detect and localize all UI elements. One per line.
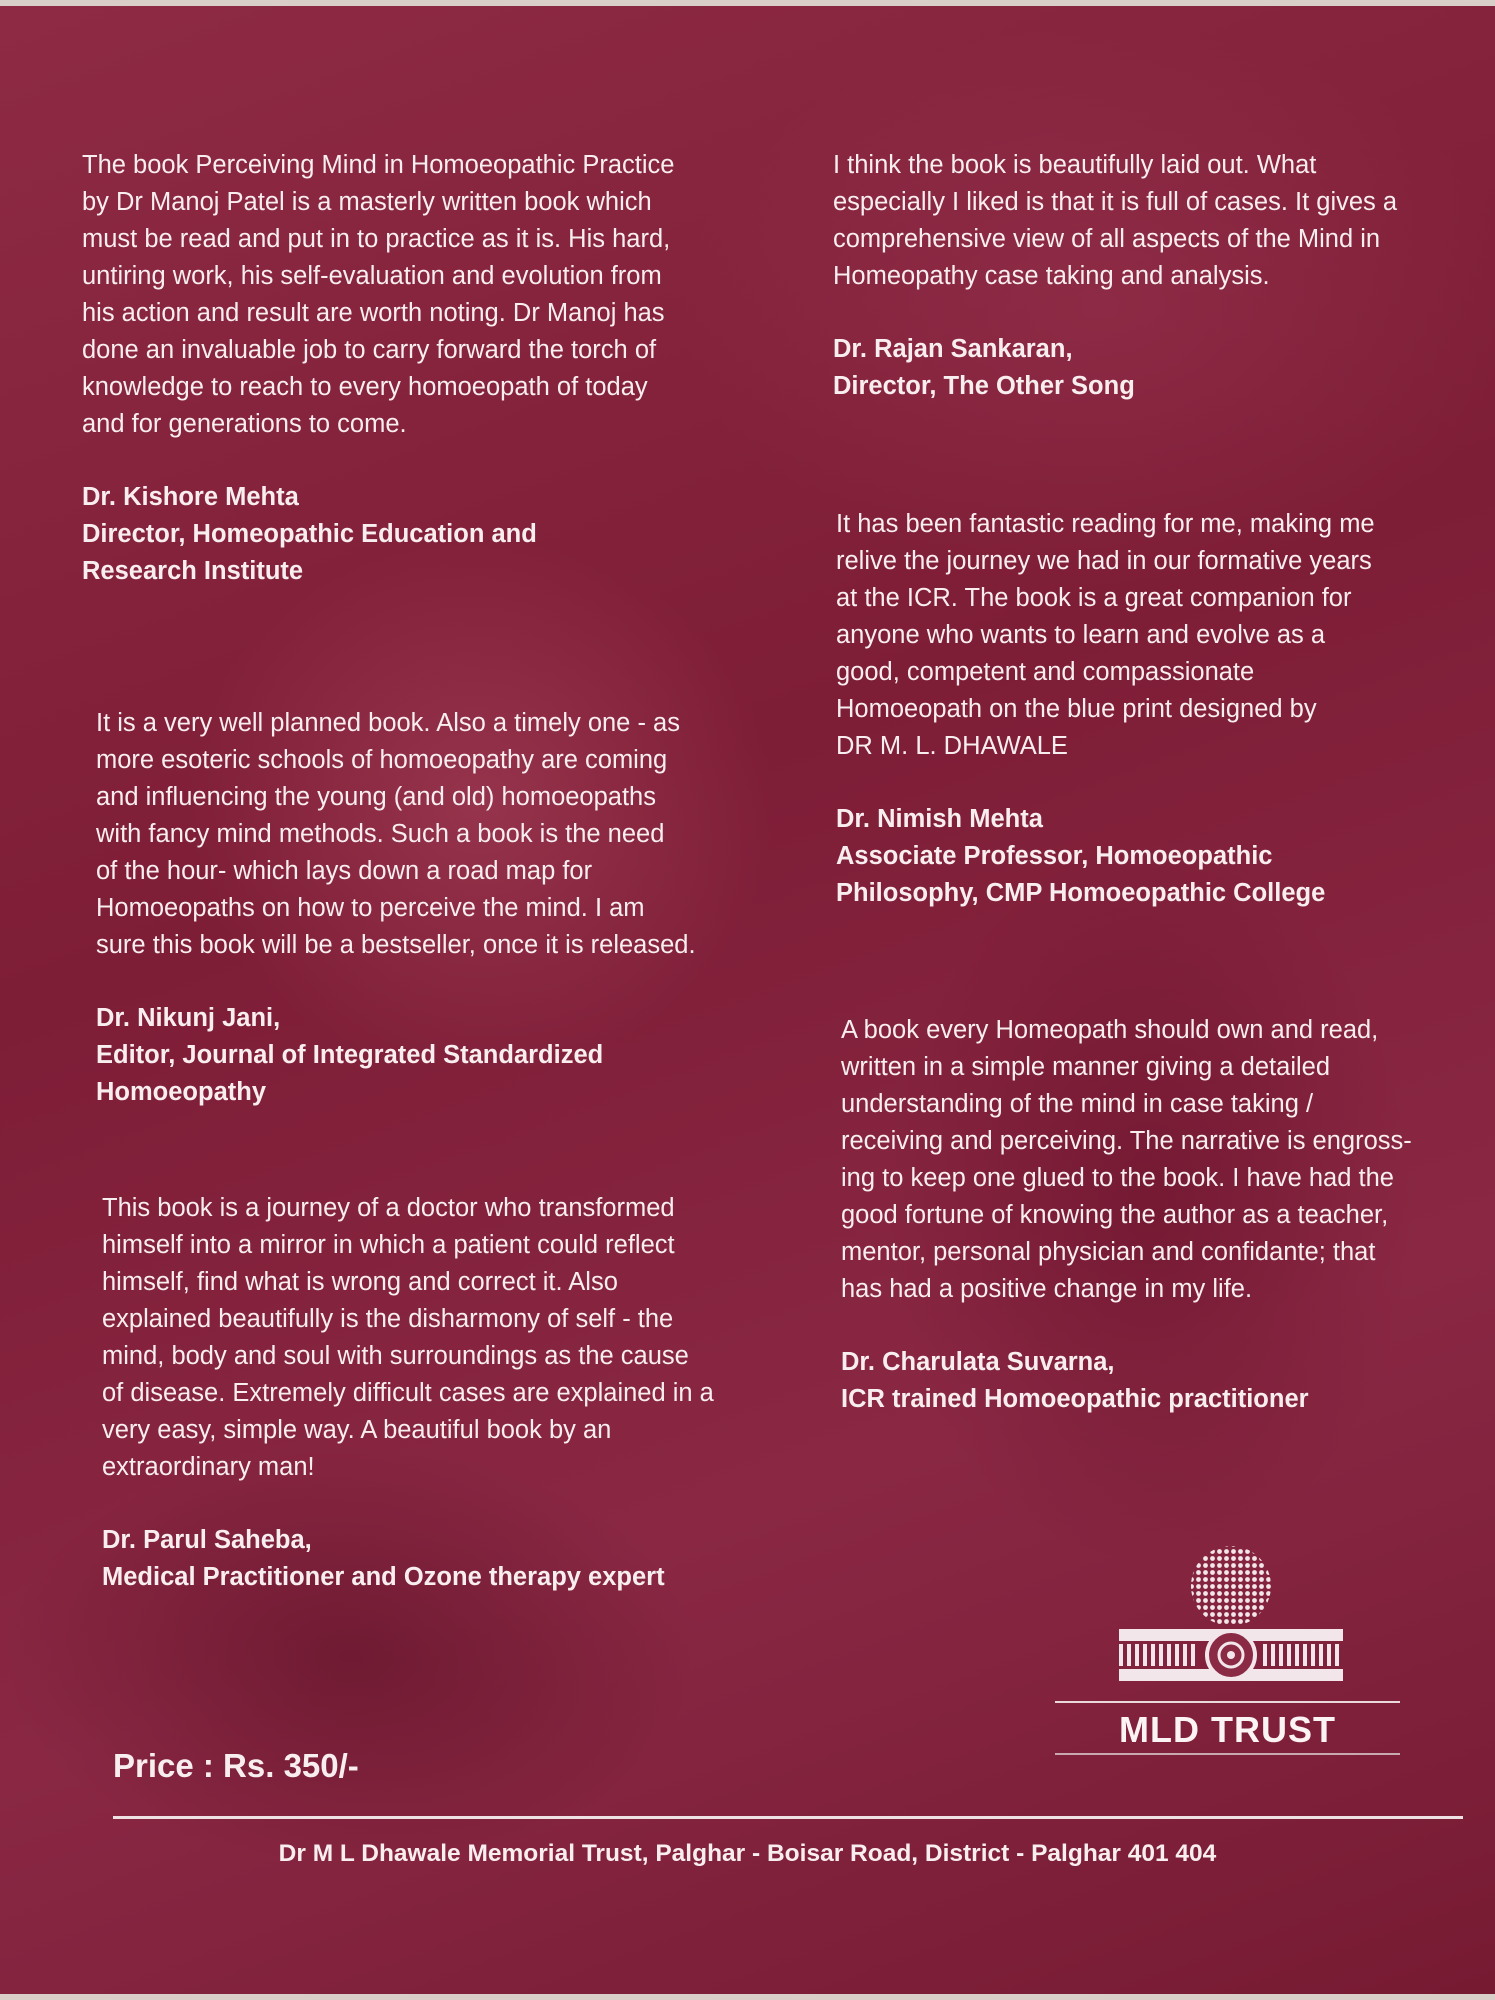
text-line: and influencing the young (and old) homoeopaths <box>96 783 656 811</box>
logo-divider <box>1055 1753 1400 1755</box>
text-line: sure this book will be a bestseller, once it is released. <box>96 931 696 959</box>
author-name: Dr. Nikunj Jani, <box>96 1004 281 1032</box>
text-line: with fancy mind methods. Such a book is the need <box>96 820 665 848</box>
text-line: understanding of the mind in case taking / <box>841 1090 1314 1118</box>
text-line: It has been fantastic reading for me, making me <box>836 510 1375 538</box>
author-title: Philosophy, CMP Homoeopathic College <box>836 879 1326 907</box>
testimonial-signature <box>836 801 1476 912</box>
text-line: done an invaluable job to carry forward the torch of <box>82 336 657 364</box>
text-line: and for generations to come. <box>82 410 407 438</box>
text-line: relive the journey we had in our formative years <box>836 547 1372 575</box>
author-title: Research Institute <box>82 557 304 585</box>
text-line: Homeopathy case taking and analysis. <box>833 262 1270 290</box>
text-line: very easy, simple way. A beautiful book by an <box>102 1416 612 1444</box>
testimonial-text <box>82 147 742 443</box>
testimonial-rajan-sankaran <box>833 147 1473 405</box>
text-line: knowledge to reach to every homoeopath of today <box>82 373 648 401</box>
text-line: A book every Homeopath should own and read, <box>841 1016 1379 1044</box>
text-line: anyone who wants to learn and evolve as a <box>836 621 1326 649</box>
testimonial-kishore-mehta <box>82 147 742 590</box>
text-line: extraordinary man! <box>102 1453 315 1481</box>
testimonial-signature <box>841 1344 1481 1418</box>
text-line: good fortune of knowing the author as a teacher, <box>841 1201 1389 1229</box>
text-line: explained beautifully is the disharmony of self - the <box>102 1305 674 1333</box>
text-line: The book Perceiving Mind in Homoeopathic Practice <box>82 151 675 179</box>
logo-divider <box>1055 1701 1400 1703</box>
author-name: Dr. Charulata Suvarna, <box>841 1348 1115 1376</box>
testimonial-charulata-suvarna <box>841 1012 1481 1418</box>
text-line: Homoeopaths on how to perceive the mind. I am <box>96 894 645 922</box>
text-line: of the hour- which lays down a road map for <box>96 857 593 885</box>
text-line: himself into a mirror in which a patient could reflect <box>102 1231 675 1259</box>
testimonial-signature <box>833 331 1473 405</box>
text-line: himself, find what is wrong and correct it. Also <box>102 1268 618 1296</box>
text-line: has had a positive change in my life. <box>841 1275 1253 1303</box>
text-line: I think the book is beautifully laid out. What <box>833 151 1317 179</box>
text-line: more esoteric schools of homoeopathy are coming <box>96 746 668 774</box>
testimonial-text <box>102 1190 782 1486</box>
text-line: must be read and put in to practice as it is. His hard, <box>82 225 671 253</box>
text-line: It is a very well planned book. Also a timely one - as <box>96 709 680 737</box>
text-line: mind, body and soul with surroundings as the cause <box>102 1342 689 1370</box>
author-name: Dr. Kishore Mehta <box>82 483 299 511</box>
text-line: This book is a journey of a doctor who transformed <box>102 1194 675 1222</box>
text-line: at the ICR. The book is a great companion for <box>836 584 1352 612</box>
author-name: Dr. Parul Saheba, <box>102 1526 312 1554</box>
text-line: his action and result are worth noting. Dr Manoj has <box>82 299 665 327</box>
text-line: by Dr Manoj Patel is a masterly written book which <box>82 188 652 216</box>
author-title: ICR trained Homoeopathic practitioner <box>841 1385 1309 1413</box>
text-line: mentor, personal physician and confidante; that <box>841 1238 1376 1266</box>
text-line: written in a simple manner giving a detailed <box>841 1053 1331 1081</box>
text-line: DR M. L. DHAWALE <box>836 732 1068 760</box>
author-title: Editor, Journal of Integrated Standardized <box>96 1041 604 1069</box>
text-line: receiving and perceiving. The narrative is engross- <box>841 1127 1412 1155</box>
testimonial-parul-saheba <box>102 1190 782 1596</box>
author-title: Homoeopathy <box>96 1078 267 1106</box>
testimonial-signature <box>96 1000 756 1111</box>
author-title: Director, The Other Song <box>833 372 1135 400</box>
mld-trust-logo <box>1055 1541 1400 1761</box>
text-line: untiring work, his self-evaluation and evolution from <box>82 262 662 290</box>
text-line: especially I liked is that it is full of cases. It gives a <box>833 188 1398 216</box>
testimonial-text <box>96 705 756 964</box>
author-title: Medical Practitioner and Ozone therapy expert <box>102 1563 665 1591</box>
testimonial-nimish-mehta <box>836 506 1476 912</box>
mld-trust-emblem-icon <box>1055 1541 1400 1701</box>
testimonial-text <box>836 506 1476 765</box>
publisher-address: Dr M L Dhawale Memorial Trust, Palghar - Boisar Road, District - Palghar 401 404 <box>278 1840 1217 1867</box>
testimonial-signature <box>82 479 742 590</box>
logo-name: MLD TRUST <box>1119 1709 1336 1750</box>
author-name: Dr. Rajan Sankaran, <box>833 335 1073 363</box>
author-name: Dr. Nimish Mehta <box>836 805 1043 833</box>
book-back-cover <box>0 6 1495 1994</box>
footer-divider <box>113 1816 1463 1819</box>
text-line: comprehensive view of all aspects of the Mind in <box>833 225 1381 253</box>
text-line: of disease. Extremely difficult cases are explained in a <box>102 1379 714 1407</box>
text-line: Homoeopath on the blue print designed by <box>836 695 1317 723</box>
testimonial-nikunj-jani <box>96 705 756 1111</box>
testimonial-text <box>841 1012 1481 1308</box>
testimonial-text <box>833 147 1473 295</box>
text-line: good, competent and compassionate <box>836 658 1255 686</box>
author-title: Associate Professor, Homoeopathic <box>836 842 1273 870</box>
author-title: Director, Homeopathic Education and <box>82 520 537 548</box>
testimonial-signature <box>102 1522 782 1596</box>
price-label: Price : Rs. 350/- <box>113 1747 359 1784</box>
text-line: ing to keep one glued to the book. I have had the <box>841 1164 1394 1192</box>
